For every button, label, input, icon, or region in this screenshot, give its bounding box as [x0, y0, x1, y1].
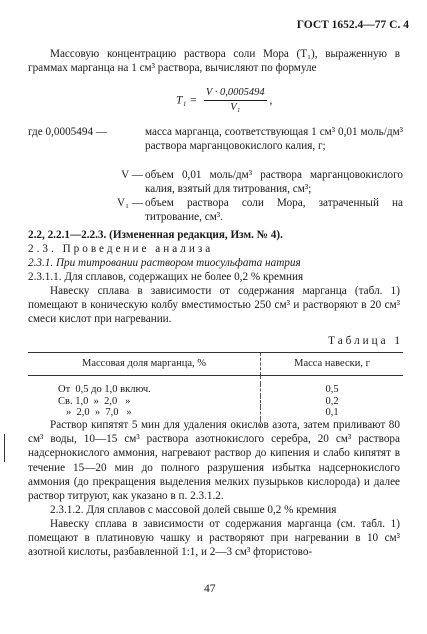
section-2-3-1-1-heading: 2.3.1.1. Для сплавов, содержащих не более 0,2 % кремния [28, 271, 304, 283]
formula-denominator: V₁ [230, 102, 241, 114]
table-row [28, 407, 403, 419]
where-text-2: объем 0,01 моль/дм³ раствора марганцовокислого калия, взятый для титрования, см³; [145, 169, 403, 196]
procedure-paragraph-1: Навеску сплава в зависимости от содержания марганца (табл. 1) помещают в коническую колбу вместимостью 250 см³ и растворяют в 20 см³ смеси кислот при нагревании. [28, 285, 400, 326]
formula-fraction [204, 86, 267, 115]
table-cell: 0,5 [261, 384, 404, 396]
intro-paragraph: Массовую концентрацию раствора соли Мора (T₁), выраженную в граммах марганца на 1 см³ раствора, вычисляют по формуле [28, 48, 400, 75]
formula-tail: , [269, 94, 273, 107]
procedure-paragraph-3: Навеску сплава в зависимости от содержания марганца (см. табл. 1) помещают в платиновую чашку и растворяют при нагревании в 10 см³ азотной кислоты, разбавленной 1:1, и 2—3 см³ фтористово- [28, 518, 400, 559]
section-2-3-1-heading: 2.3.1. При титровании раствором тиосульфата натрия [28, 257, 301, 269]
table-header-row [28, 353, 403, 376]
where-term-2: V — [121, 169, 143, 181]
where-term-1: где 0,0005494 — [28, 126, 108, 138]
table-row [28, 396, 403, 408]
procedure-paragraph-2: Раствор кипятят 5 мин для удаления окислов азота, затем приливают 80 см³ воды, 10—15 см³ раствора азотнокислого серебра, 20 см³ раствора надсернокислого аммония, нагревают раствор до кипения и слабо кипятят в течение 15—20 мин до полного разрушения избытка надсернокислого аммония (до прекращения выделения мелких пузырьков кислорода) и далее раствор титруют, как указано в п. 2.3.1.2. [28, 419, 400, 503]
table-cell: От 0,5 до 1,0 включ. [58, 384, 151, 396]
formula [176, 86, 272, 115]
section-2-3-heading: 2.3. Проведение анализа [28, 243, 214, 255]
where-text-1: масса марганца, соответствующая 1 см³ 0,01 моль/дм³ раствора марганцовокислого калия, г; [145, 126, 403, 153]
page-header: ГОСТ 1652.4—77 С. 4 [296, 19, 409, 31]
table-cell: Св. 1,0 » 2,0 » [58, 395, 131, 407]
table-header-cell: Масса навески, г [261, 353, 404, 376]
table-label: Таблица 1 [328, 335, 403, 347]
formula-lhs: T₁ = [176, 94, 198, 107]
where-text-3: объем раствора соли Мора, затраченный на титрование, см³. [145, 197, 403, 224]
formula-numerator: V · 0,0005494 [204, 86, 267, 101]
page-number: 47 [204, 583, 216, 595]
table-cell: » 2,0 » 7,0 » [66, 407, 132, 419]
table-cell: 0,2 [261, 396, 404, 408]
margin-mark [4, 434, 11, 462]
section-2-3-1-2-heading: 2.3.1.2. Для сплавов с массовой долей свыше 0,2 % кремния [50, 504, 337, 516]
table-header-cell: Массовая доля марганца, % [28, 353, 261, 376]
manganese-table [28, 352, 403, 427]
table-row [28, 384, 403, 396]
table-cell: 0,1 [261, 407, 404, 419]
amendment-note: 2.2, 2.2.1—2.2.3. (Измененная редакция, Изм. № 4). [28, 229, 283, 241]
where-term-3: V₁ — [117, 197, 143, 209]
